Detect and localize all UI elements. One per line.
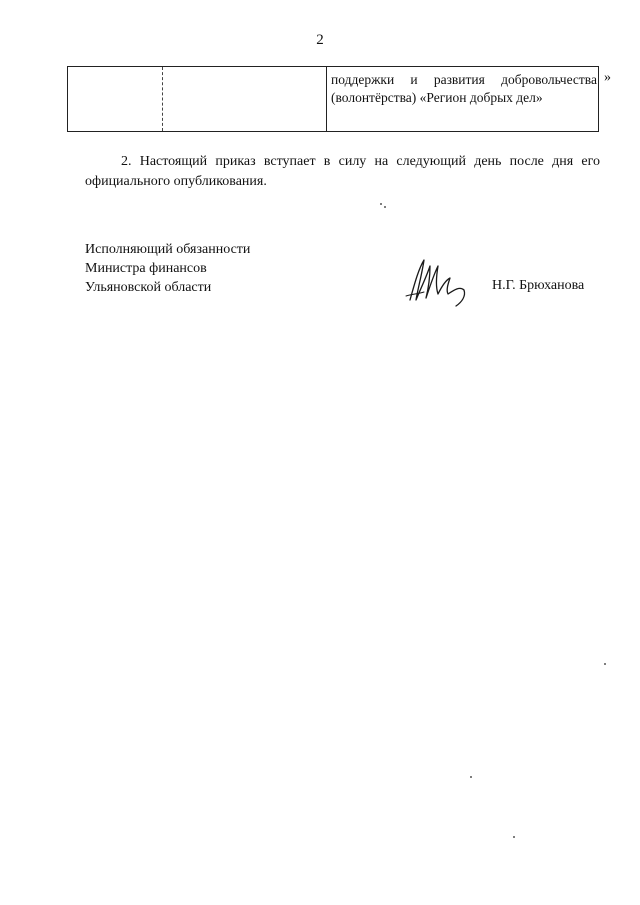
handwritten-signature-icon [404, 256, 470, 308]
closing-quote: » [604, 70, 611, 85]
scan-speck [384, 206, 386, 208]
table-cell-line: (волонтёрства) «Регион добрых дел» [331, 90, 543, 105]
signatory-name: Н.Г. Брюханова [492, 278, 585, 293]
signatory-title-line: Ульяновской области [85, 280, 212, 295]
continuation-table [67, 66, 599, 132]
scan-speck [470, 776, 472, 778]
table-cell-line: поддержки и развития добровольчества [331, 72, 597, 87]
scan-speck [604, 663, 606, 665]
paragraph-line: официального опубликования. [85, 174, 267, 189]
scan-speck [513, 836, 515, 838]
page-number: 2 [316, 32, 324, 48]
signatory-title-line: Министра финансов [85, 261, 207, 276]
table-column-divider [162, 67, 163, 131]
table-column-divider [326, 67, 327, 131]
table-cell-text [331, 71, 597, 107]
signatory-title [85, 240, 250, 297]
signatory-title-line: Исполняющий обязанности [85, 242, 251, 257]
order-paragraph [85, 152, 600, 192]
scan-speck [380, 203, 382, 205]
paragraph-line: 2. Настоящий приказ вступает в силу на следующий день после дня его [121, 154, 600, 169]
